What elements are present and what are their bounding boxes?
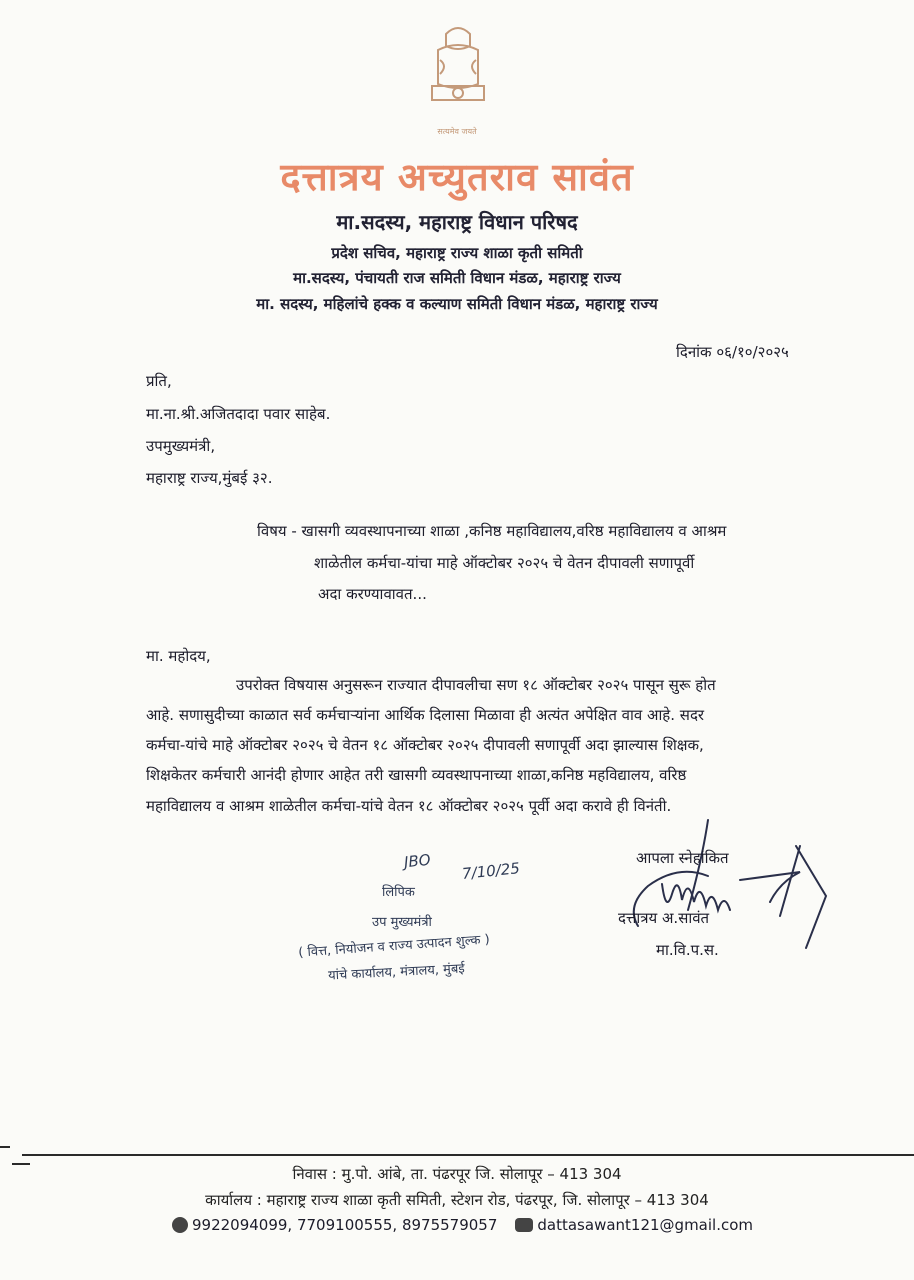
stamp-line: उप मुख्यमंत्री	[372, 915, 432, 930]
stamp-handwritten-date: 7/10/25	[461, 859, 521, 883]
signatory-title: मा.वि.प.स.	[656, 941, 719, 959]
footer-contact	[172, 1216, 753, 1234]
addressee-line: उपमुख्यमंत्री,	[146, 437, 216, 455]
body-line: आहे. सणासुदीच्या काळात सर्व कर्मचाऱ्यांना आर्थिक दिलासा मिळावा ही अत्यंत अपेक्षित वाव आहे. सदर	[146, 706, 705, 724]
stamp-line: ( वित्त, नियोजन व राज्य उत्पादन शुल्क )	[297, 932, 491, 961]
national-emblem-icon	[418, 20, 498, 138]
stamp-line: यांचे कार्यालय, मंत्रालय, मुंबई	[327, 961, 466, 984]
phone-icon	[172, 1217, 188, 1233]
footer-email: dattasawant121@gmail.com	[537, 1216, 754, 1234]
stamp-line: लिपिक	[382, 885, 415, 900]
footer-divider	[0, 1146, 10, 1148]
footer-residence: निवास : मु.पो. आंबे, ता. पंढरपूर जि. सोलापूर – 413 304	[292, 1165, 622, 1183]
designation-line: मा. सदस्य, महिलांचे हक्क व कल्याण समिती विधान मंडळ, महाराष्ट्र राज्य	[256, 295, 658, 313]
signatory-name: दत्तात्रय अ.सावंत	[618, 909, 710, 927]
body-line: उपरोक्त विषयास अनुसरून राज्यात दीपावलीचा सण १८ ऑक्टोबर २०२५ पासून सुरू होत	[236, 676, 716, 694]
body-line: शिक्षकेतर कर्मचारी आनंदी होणार आहेत तरी खासगी व्यवस्थापनाच्या शाळा,कनिष्ठ महविद्यालय, वरिष्ठ	[146, 766, 687, 784]
emblem-caption: सत्यमेव जयते	[437, 127, 477, 136]
addressee-line: महाराष्ट्र राज्य,मुंबई ३२.	[146, 469, 273, 487]
body-line: महाविद्यालय व आश्रम शाळेतील कर्मचा-यांचे वेतन १८ ऑक्टोबर २०२५ पूर्वी अदा करावे ही विनंती.	[146, 797, 672, 815]
footer-phones: 9922094099, 7709100555, 8975579057	[192, 1216, 498, 1234]
addressee-line: प्रति,	[146, 372, 172, 390]
email-icon	[515, 1218, 533, 1232]
letterhead-name: दत्तात्रय अच्युतराव सावंत	[280, 155, 634, 199]
letter-date: दिनांक ०६/१०/२०२५	[676, 343, 789, 361]
subject-line: विषय - खासगी व्यवस्थापनाच्या शाळा ,कनिष्ठ महाविद्यालय,वरिष्ठ महाविद्यालय व आश्रम	[257, 522, 727, 540]
body-line: कर्मचा-यांचे माहे ऑक्टोबर २०२५ चे वेतन १८ ऑक्टोबर २०२५ दीपावली सणापूर्वी अदा झाल्यास शिक्षक,	[146, 736, 704, 754]
footer-office: कार्यालय : महाराष्ट्र राज्य शाळा कृती समिती, स्टेशन रोड, पंढरपूर, जि. सोलापूर – 413 304	[205, 1191, 709, 1209]
designation-line: मा.सदस्य, महाराष्ट्र विधान परिषद	[336, 210, 578, 234]
salutation: मा. महोदय,	[146, 647, 211, 665]
signature-closing: आपला स्नेहांकित	[636, 849, 729, 867]
designation-line: मा.सदस्य, पंचायती राज समिती विधान मंडळ, महाराष्ट्र राज्य	[293, 269, 621, 287]
stamp-initials: JBO	[403, 850, 432, 872]
designation-line: प्रदेश सचिव, महाराष्ट्र राज्य शाळा कृती समिती	[331, 244, 583, 262]
subject-line: अदा करण्यावावत...	[318, 585, 427, 603]
subject-line: शाळेतील कर्मचा-यांचा माहे ऑक्टोबर २०२५ चे वेतन दीपावली सणापूर्वी	[314, 554, 695, 572]
addressee-line: मा.ना.श्री.अजितदादा पवार साहेब.	[146, 405, 331, 423]
footer-divider	[22, 1154, 914, 1156]
